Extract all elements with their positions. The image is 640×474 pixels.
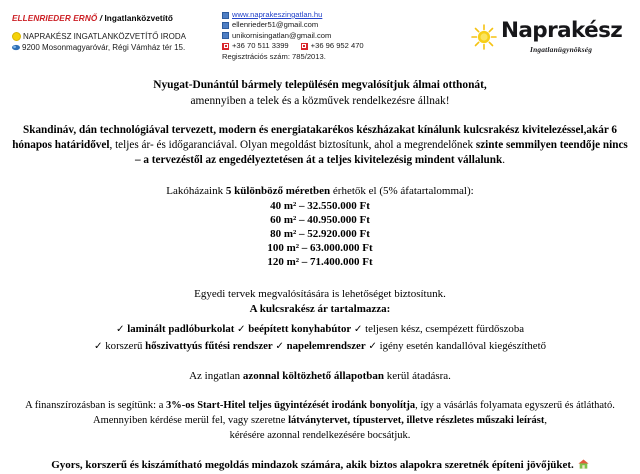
agent-name: ELLENRIEDER ERNŐ bbox=[12, 14, 98, 23]
feature-fireplace: igény esetén kandallóval kiegészíthető bbox=[379, 339, 546, 352]
price-list bbox=[0, 199, 640, 270]
handover-pre: Az ingatlan bbox=[189, 369, 243, 382]
blue-square-icon bbox=[222, 32, 229, 39]
features-row-2 bbox=[0, 338, 640, 355]
feature-heatpump: hőszivattyús fűtési rendszer bbox=[145, 339, 273, 352]
phone-icon bbox=[301, 43, 308, 50]
financing-paragraph bbox=[0, 398, 640, 443]
company-logo bbox=[468, 14, 634, 60]
prices-intro-bold: 5 különböző méretben bbox=[225, 184, 331, 197]
feature-laminate-floor: laminált padlóburkolat bbox=[127, 322, 235, 335]
phone-row[interactable] bbox=[222, 41, 452, 51]
feature-bathroom: teljesen kész, csempézett fürdőszoba bbox=[365, 322, 525, 335]
price-row: 80 m² – 52.920.000 Ft bbox=[270, 228, 370, 241]
office-name: NAPRAKÉSZ INGATLANKÖZVETÍTŐ IRODA bbox=[23, 32, 186, 41]
advertisement-body bbox=[0, 78, 640, 473]
handover-post: kerül átadásra. bbox=[384, 369, 451, 382]
phone-number-2[interactable]: +36 96 952 470 bbox=[310, 41, 364, 51]
included-heading: A kulcsrakész ár tartalmazza: bbox=[249, 302, 391, 315]
handover-line bbox=[0, 369, 640, 384]
check-icon: ✓ bbox=[237, 323, 246, 335]
tech-deadline: akár 6 hónapos határidővel bbox=[12, 124, 617, 152]
page-header bbox=[0, 8, 640, 64]
closing-statement bbox=[0, 458, 640, 473]
agent-separator: / bbox=[99, 14, 103, 23]
blue-square-icon bbox=[222, 22, 229, 29]
email-row-1[interactable] bbox=[222, 20, 452, 30]
handover-bold: azonnal költözhető állapotban bbox=[242, 369, 385, 382]
office-name-line bbox=[12, 32, 217, 41]
sun-icon bbox=[471, 24, 497, 50]
technology-paragraph bbox=[0, 123, 640, 169]
phone-icon bbox=[222, 43, 229, 50]
logo-wordmark: Naprakész bbox=[501, 18, 623, 43]
registration-number: Regisztrációs szám: 785/2013. bbox=[222, 51, 326, 61]
lead-headline bbox=[0, 78, 640, 109]
finance-documents: látványtervet, típustervet, illetve részletes műszaki leírást bbox=[288, 414, 545, 426]
prices-intro-pre: Lakóházaink bbox=[166, 184, 226, 197]
finance-start-loan: 3%-os Start-Hitel teljes ügyintézését irodánk bonyolítja bbox=[165, 399, 416, 411]
tech-sentence-3: , teljes ár- és időgaranciával. Olyan megoldást biztosítunk, ahol a megrendelőnek bbox=[109, 139, 476, 152]
finance-sentence-6: kérésére azonnal rendelkezésére bocsátjuk. bbox=[229, 429, 411, 441]
contact-details-block bbox=[222, 10, 452, 62]
blue-square-icon bbox=[222, 12, 229, 19]
email-row-2[interactable] bbox=[222, 31, 452, 41]
email-address-2[interactable]: unikornisingatlan@gmail.com bbox=[232, 30, 332, 40]
website-row[interactable] bbox=[222, 10, 452, 20]
price-row: 120 m² – 71.400.000 Ft bbox=[267, 256, 373, 269]
custom-plans-line: Egyedi tervek megvalósítására is lehetőséget biztosítunk. bbox=[194, 287, 446, 300]
house-icon bbox=[578, 459, 589, 469]
registration-row bbox=[222, 52, 452, 62]
prices-intro-post: érhetők el (5% áfatartalommal): bbox=[330, 184, 474, 197]
logo-subtitle: Ingatlanügynökség bbox=[530, 45, 593, 54]
website-link[interactable]: www.naprakeszingatlan.hu bbox=[232, 10, 323, 19]
feature-heatpump-pre: korszerű bbox=[105, 339, 146, 352]
check-icon: ✓ bbox=[368, 340, 377, 352]
office-address-line bbox=[12, 43, 217, 52]
price-row: 60 m² – 40.950.000 Ft bbox=[270, 213, 370, 226]
finance-sentence-5: , bbox=[544, 414, 547, 426]
finance-sentence-1: A finanszírozásban is segítünk: a bbox=[25, 399, 166, 411]
check-icon: ✓ bbox=[94, 340, 103, 352]
tech-sentence-1: Skandináv, dán technológiával tervezett, modern és energiatakarékos készházakat kínálunk kulcsrakész kivitelezéssel, bbox=[23, 124, 587, 136]
check-icon: ✓ bbox=[115, 323, 125, 335]
features-row-1 bbox=[0, 321, 640, 338]
check-icon: ✓ bbox=[353, 323, 363, 335]
closing-text: Gyors, korszerű és kiszámítható megoldás mindazok számára, akik biztos alapokra szeretnék építeni jövőjüket. bbox=[51, 458, 574, 471]
lead-line-1: Nyugat-Dunántúl bármely településén megvalósítjuk álmai otthonát, bbox=[153, 79, 487, 91]
agency-contact-block bbox=[12, 14, 217, 52]
prices-intro-line bbox=[0, 184, 640, 199]
price-row: 100 m² – 63.000.000 Ft bbox=[267, 242, 373, 255]
finance-sentence-3: , így a vásárlás folyamata egyszerű és átlátható. Amennyiben kérdése merül fel, vagy szeretne bbox=[93, 399, 615, 426]
phone-number-1[interactable]: +36 70 511 3399 bbox=[232, 41, 289, 51]
tech-sentence-5: . bbox=[502, 154, 506, 167]
feature-solar-panel: napelemrendszer bbox=[286, 339, 366, 352]
agent-role: Ingatlanközvetítő bbox=[104, 14, 174, 23]
feature-kitchen-furniture: beépített konyhabútor bbox=[248, 322, 352, 335]
tech-sentence-4: szinte semmilyen teendője nincs – a tervezéstől az engedélyeztetésen át a teljes kivitelezésig mindent vállalunk bbox=[134, 139, 628, 167]
price-row: 40 m² – 32.550.000 Ft bbox=[270, 199, 370, 212]
office-address: 9200 Mosonmagyaróvár, Régi Vámház tér 15. bbox=[22, 43, 186, 52]
check-icon: ✓ bbox=[275, 340, 284, 352]
agent-line bbox=[12, 14, 217, 23]
map-pin-icon bbox=[12, 44, 20, 51]
yellow-dot-icon bbox=[12, 32, 21, 41]
lead-line-2: amennyiben a telek és a közművek rendelkezésre állnak! bbox=[190, 94, 450, 107]
email-address-1[interactable]: ellenrieder51@gmail.com bbox=[232, 20, 319, 30]
